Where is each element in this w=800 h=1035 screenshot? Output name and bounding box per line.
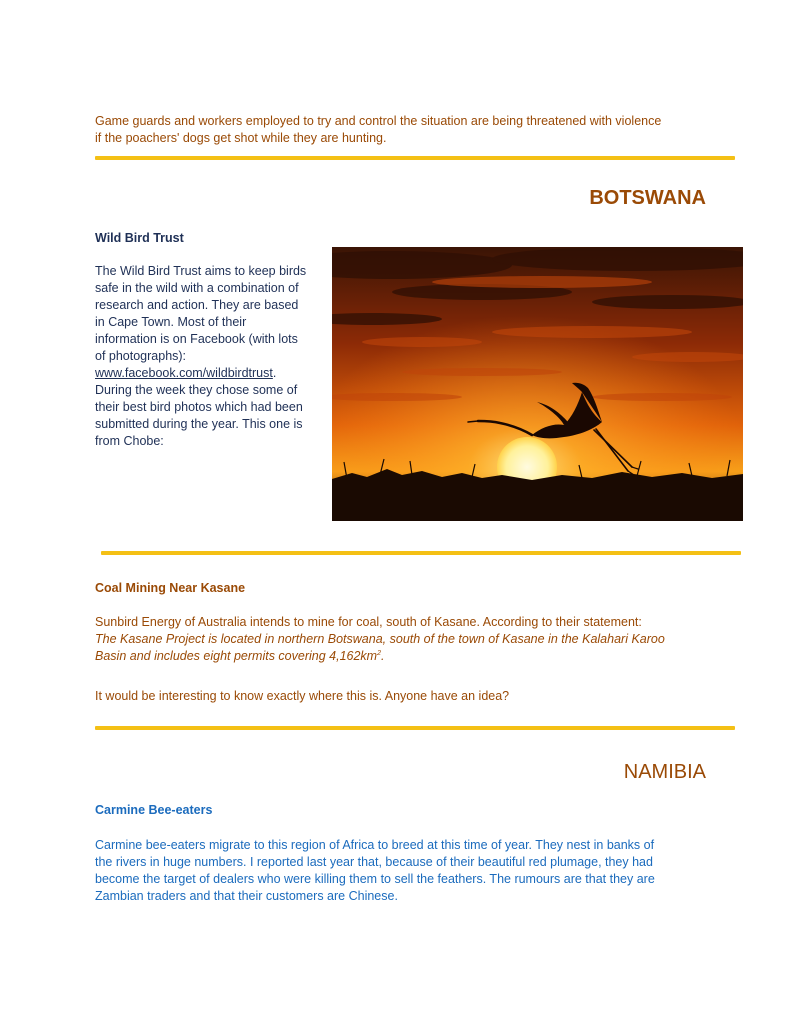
facebook-link[interactable]: www.facebook.com/wildbirdtrust	[95, 366, 273, 380]
bee-line-1: Carmine bee-eaters migrate to this region of Africa to breed at this time of year. They nest in banks of	[95, 838, 655, 852]
sunset-heron-photo	[332, 247, 743, 521]
wbt-line-2: safe in the wild with a combination of	[95, 281, 299, 295]
wbt-line-8: their best bird photos which had been	[95, 400, 303, 414]
section-divider-1	[95, 156, 735, 160]
wild-bird-trust-text	[95, 263, 327, 450]
wbt-line-9: submitted during the year. This one is	[95, 417, 303, 431]
botswana-heading: BOTSWANA	[589, 187, 706, 209]
coal-question: It would be interesting to know exactly where this is. Anyone have an idea?	[95, 689, 510, 703]
wbt-line-4: in Cape Town. Most of their	[95, 315, 247, 329]
bee-line-3: become the target of dealers who were killing them to sell the feathers. The rumours are that they are	[95, 872, 655, 886]
section-divider-2	[101, 551, 741, 555]
bee-line-4: Zambian traders and that their customers are Chinese.	[95, 889, 398, 903]
coal-mining-title: Coal Mining Near Kasane	[95, 581, 246, 595]
intro-line-1: Game guards and workers employed to try and control the situation are being threatened with violence	[95, 114, 662, 128]
coal-mining-paragraph	[95, 614, 665, 665]
bee-eaters-title: Carmine Bee-eaters	[95, 803, 213, 817]
namibia-heading: NAMIBIA	[623, 761, 706, 783]
bee-line-2: the rivers in huge numbers. I reported last year that, because of their beautiful red plumage, they had	[95, 855, 653, 869]
intro-paragraph	[95, 113, 661, 147]
wbt-line-3: research and action. They are based	[95, 298, 299, 312]
wild-bird-trust-title: Wild Bird Trust	[95, 231, 184, 245]
superscript-2: 2	[377, 649, 382, 657]
wbt-line-6: of photographs):	[95, 349, 187, 363]
wbt-line-1: The Wild Bird Trust aims to keep birds	[95, 264, 307, 278]
bee-eaters-paragraph	[95, 837, 655, 905]
wbt-line-7: During the week they chose some of	[95, 383, 298, 397]
wbt-line-5: information is on Facebook (with lots	[95, 332, 298, 346]
wbt-link-line: www.facebook.com/wildbirdtrust.	[95, 366, 277, 380]
intro-line-2: if the poachers' dogs get shot while they are hunting.	[95, 131, 387, 145]
coal-line-1: Sunbird Energy of Australia intends to mine for coal, south of Kasane. According to their statement:	[95, 615, 642, 629]
coal-quote-text: Basin and includes eight permits covering 4,162km	[95, 649, 378, 663]
section-divider-3	[95, 726, 735, 730]
wbt-line-10: from Chobe:	[95, 434, 164, 448]
coal-quote-line-1: The Kasane Project is located in northern Botswana, south of the town of Kasane in the Kalahari Karoo	[95, 632, 665, 646]
coal-quote-line-2: Basin and includes eight permits covering $4,162km^2$.	[95, 649, 385, 663]
